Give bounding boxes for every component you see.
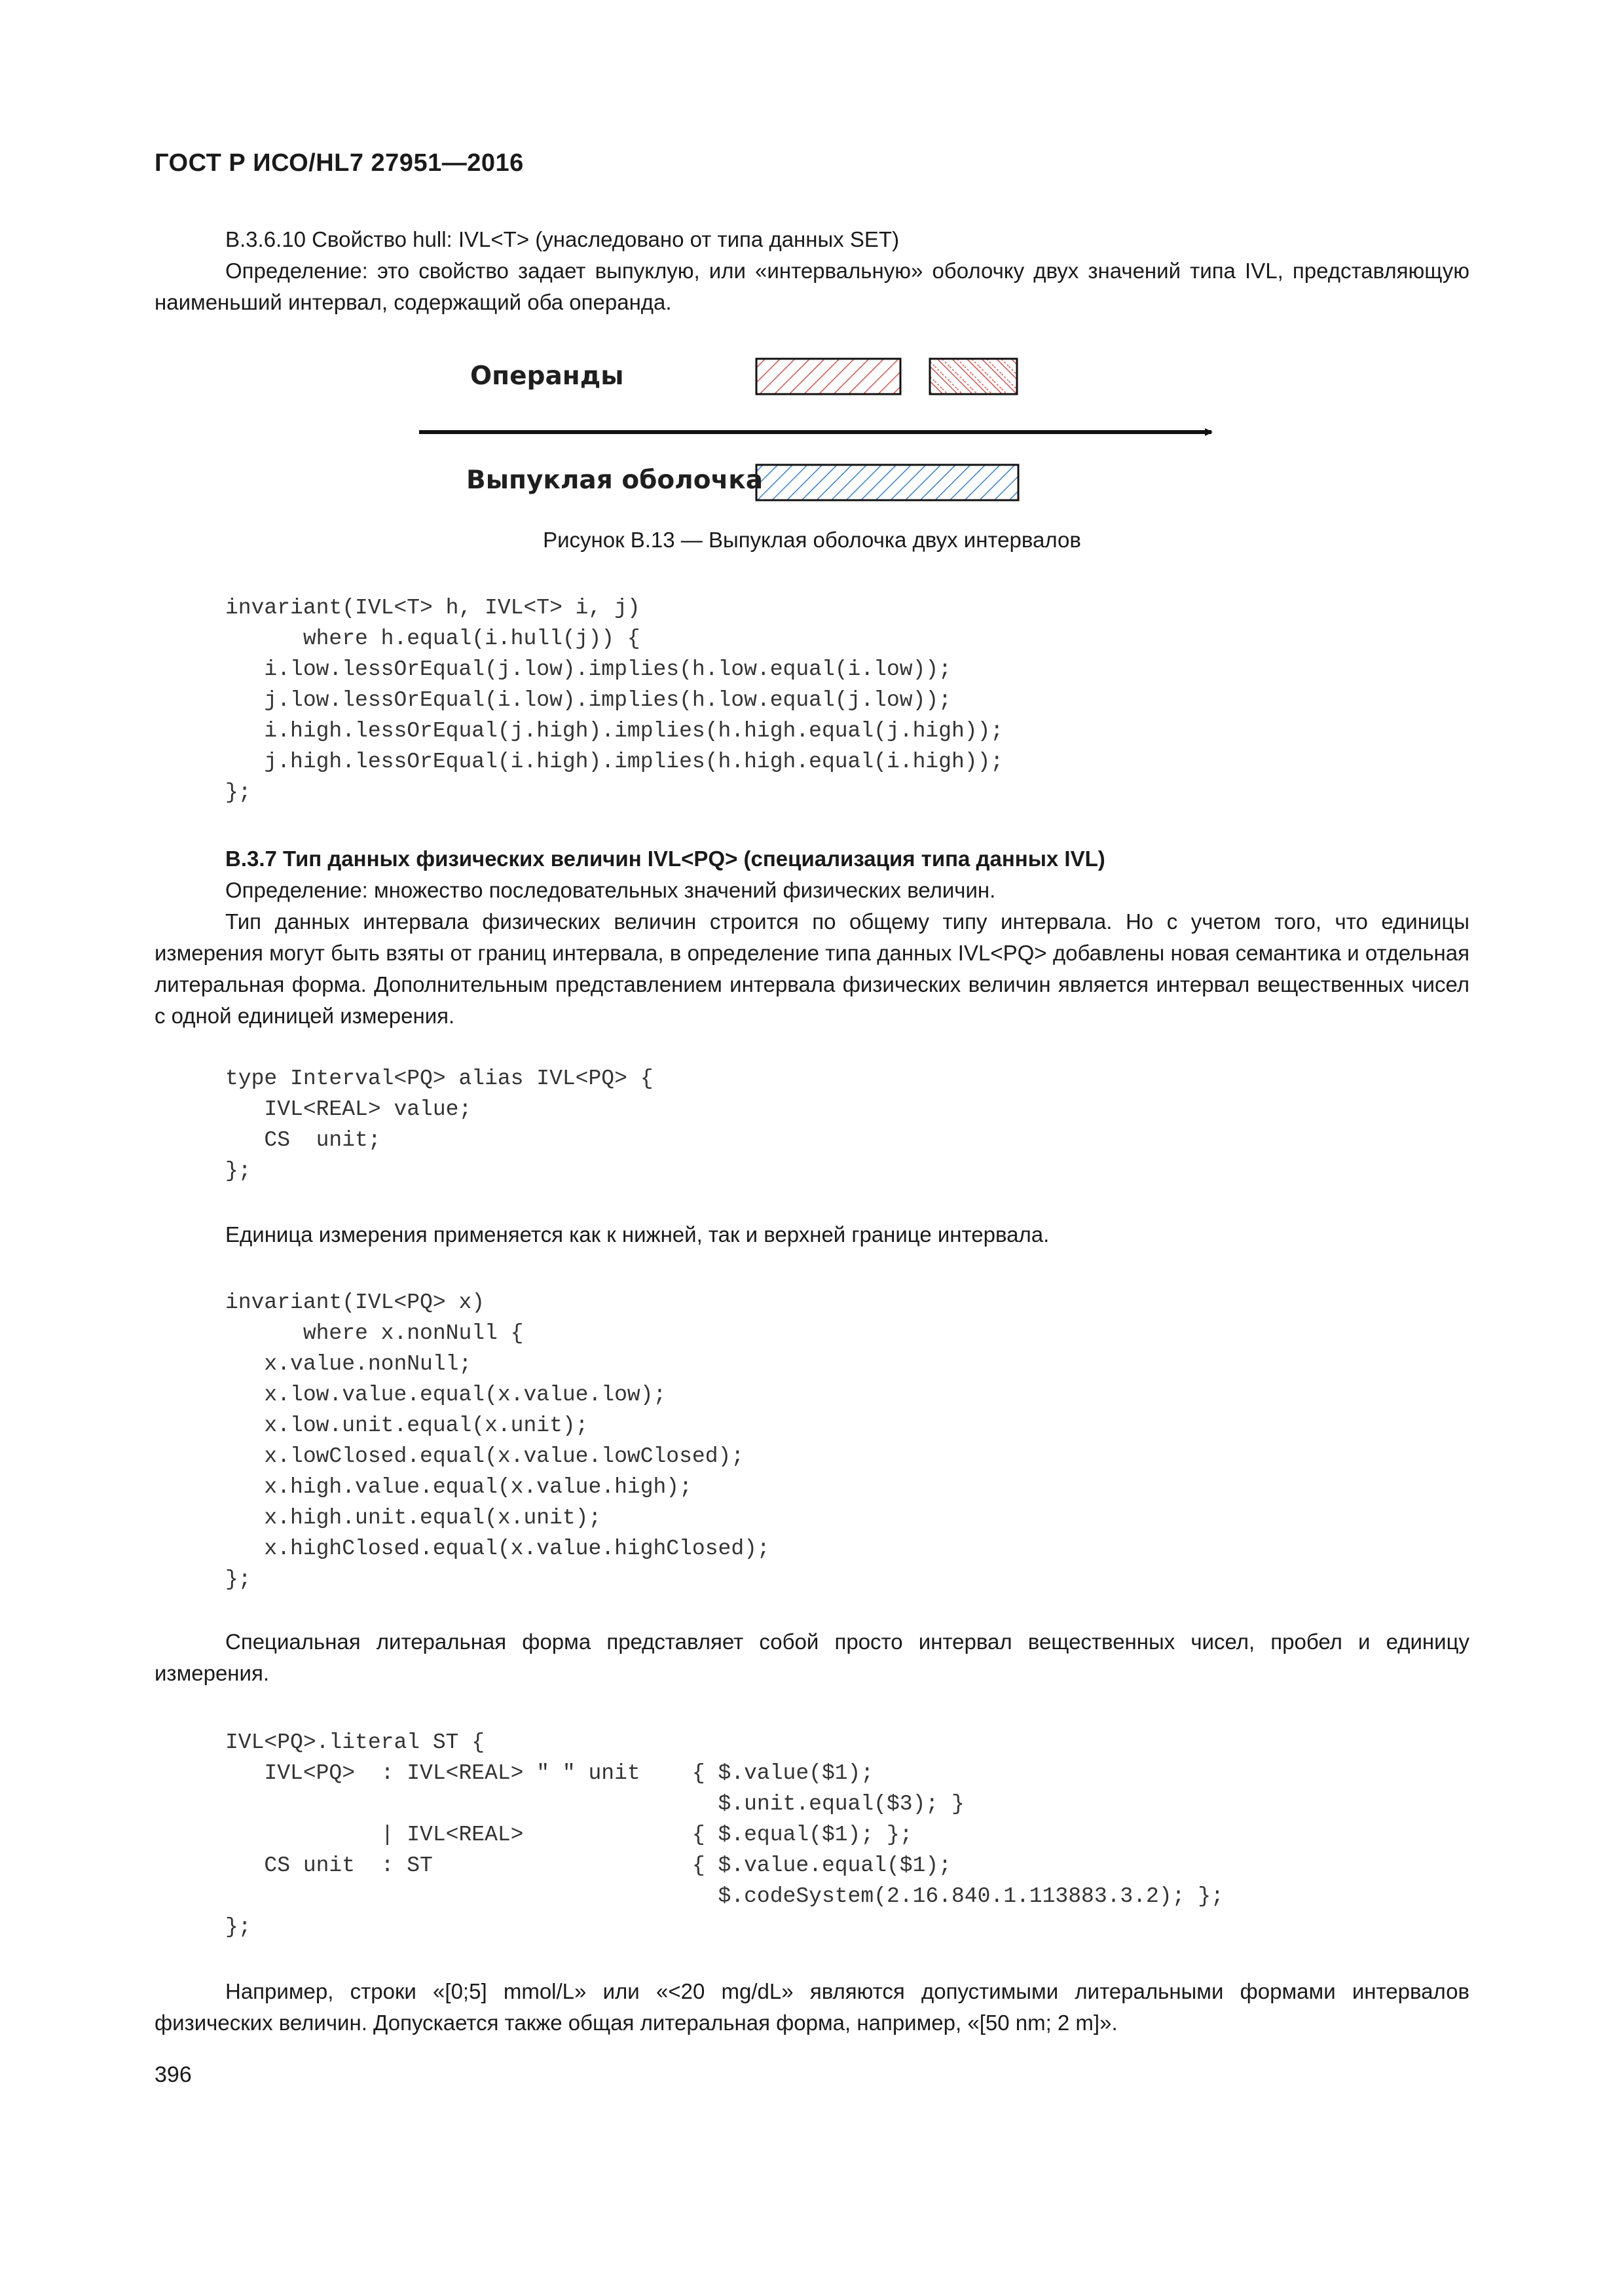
operands-label: Операнды	[470, 361, 624, 391]
code-block-literal-form: IVL<PQ>.literal ST { IVL<PQ> : IVL<REAL> " " unit { $.value($1); $.unit.equal($3); } | IVL<REAL> { $.equal($1); }; CS unit : ST { $.value.equal($1); $.codeSystem(2.16.840.1.113883.3.2); }; };	[225, 1730, 1224, 1939]
code-block-ivl-pq-invariant: invariant(IVL<PQ> x) where x.nonNull { x.value.nonNull; x.low.value.equal(x.value.low); x.low.unit.equal(x.unit); x.lowClosed.equal(x.value.lowClosed); x.high.value.equal(x.value.high); x.high.unit.equal(x.unit); x.highClosed.equal(x.value.highClosed); };	[225, 1290, 770, 1592]
code-block-hull-invariant: invariant(IVL<T> h, IVL<T> i, j) where h.equal(i.hull(j)) { i.low.lessOrEqual(j.low).implies(h.low.equal(i.low)); j.low.lessOrEqual(i.low).implies(h.low.equal(j.low)); i.high.lessOrEqual(j.high).implies(h.high.equal(j.high)); j.high.lessOrEqual(i.high).implies(h.high.equal(i.high)); };	[225, 596, 1004, 805]
operand-interval-1	[756, 359, 900, 394]
unit-note: Единица измерения применяется как к нижней, так и верхней границе интервала.	[225, 1222, 1050, 1247]
example-text: Например, строки «[0;5] mmol/L» или «<20 mg/dL» являются допустимыми литеральными формами интервалов физических величин. Допускается также общая литеральная форма, например, «[50 nm; 2 m]».	[155, 1979, 1469, 2035]
hull-definition-paragraph	[155, 255, 1469, 318]
example-paragraph	[155, 1976, 1469, 2039]
ivl-pq-definition: Определение: множество последовательных значений физических величин.	[225, 878, 996, 902]
convex-hull-label: Выпуклая оболочка	[466, 465, 764, 495]
document-header-title: ГОСТ Р ИСО/HL7 27951—2016	[155, 149, 524, 177]
page-number: 396	[155, 2062, 192, 2087]
literal-note-paragraph	[155, 1626, 1469, 1689]
literal-note-text: Специальная литеральная форма представляет собой просто интервал вещественных чисел, пробел и единицу измерения.	[155, 1630, 1469, 1685]
ivl-pq-description-text: Тип данных интервала физических величин строится по общему типу интервала. Но с учетом того, что единицы измерения могут быть взяты от границ интервала, в определение типа данных IVL<PQ> добавлены новая семантика и отдельная литеральная форма. Дополнительным представлением интервала физических величин является интервал вещественных чисел с одной единицей измерения.	[155, 909, 1469, 1028]
hull-definition-text: Определение: это свойство задает выпуклую, или «интервальную» оболочку двух значений типа IVL, представляющую наименьший интервал, содержащий оба операнда.	[155, 259, 1469, 314]
hull-interval	[756, 465, 1018, 500]
code-block-type-interval: type Interval<PQ> alias IVL<PQ> { IVL<REAL> value; CS unit; };	[225, 1066, 654, 1183]
ivl-pq-description-paragraph	[155, 906, 1469, 1032]
operand-interval-2	[930, 359, 1017, 394]
section-heading-b3610: B.3.6.10 Свойство hull: IVL<T> (унаследовано от типа данных SET)	[225, 227, 900, 251]
section-heading-b37: B.3.7 Тип данных физических величин IVL<PQ> (специализация типа данных IVL)	[225, 847, 1105, 871]
figure-caption: Рисунок B.13 — Выпуклая оболочка двух интервалов	[543, 528, 1081, 552]
